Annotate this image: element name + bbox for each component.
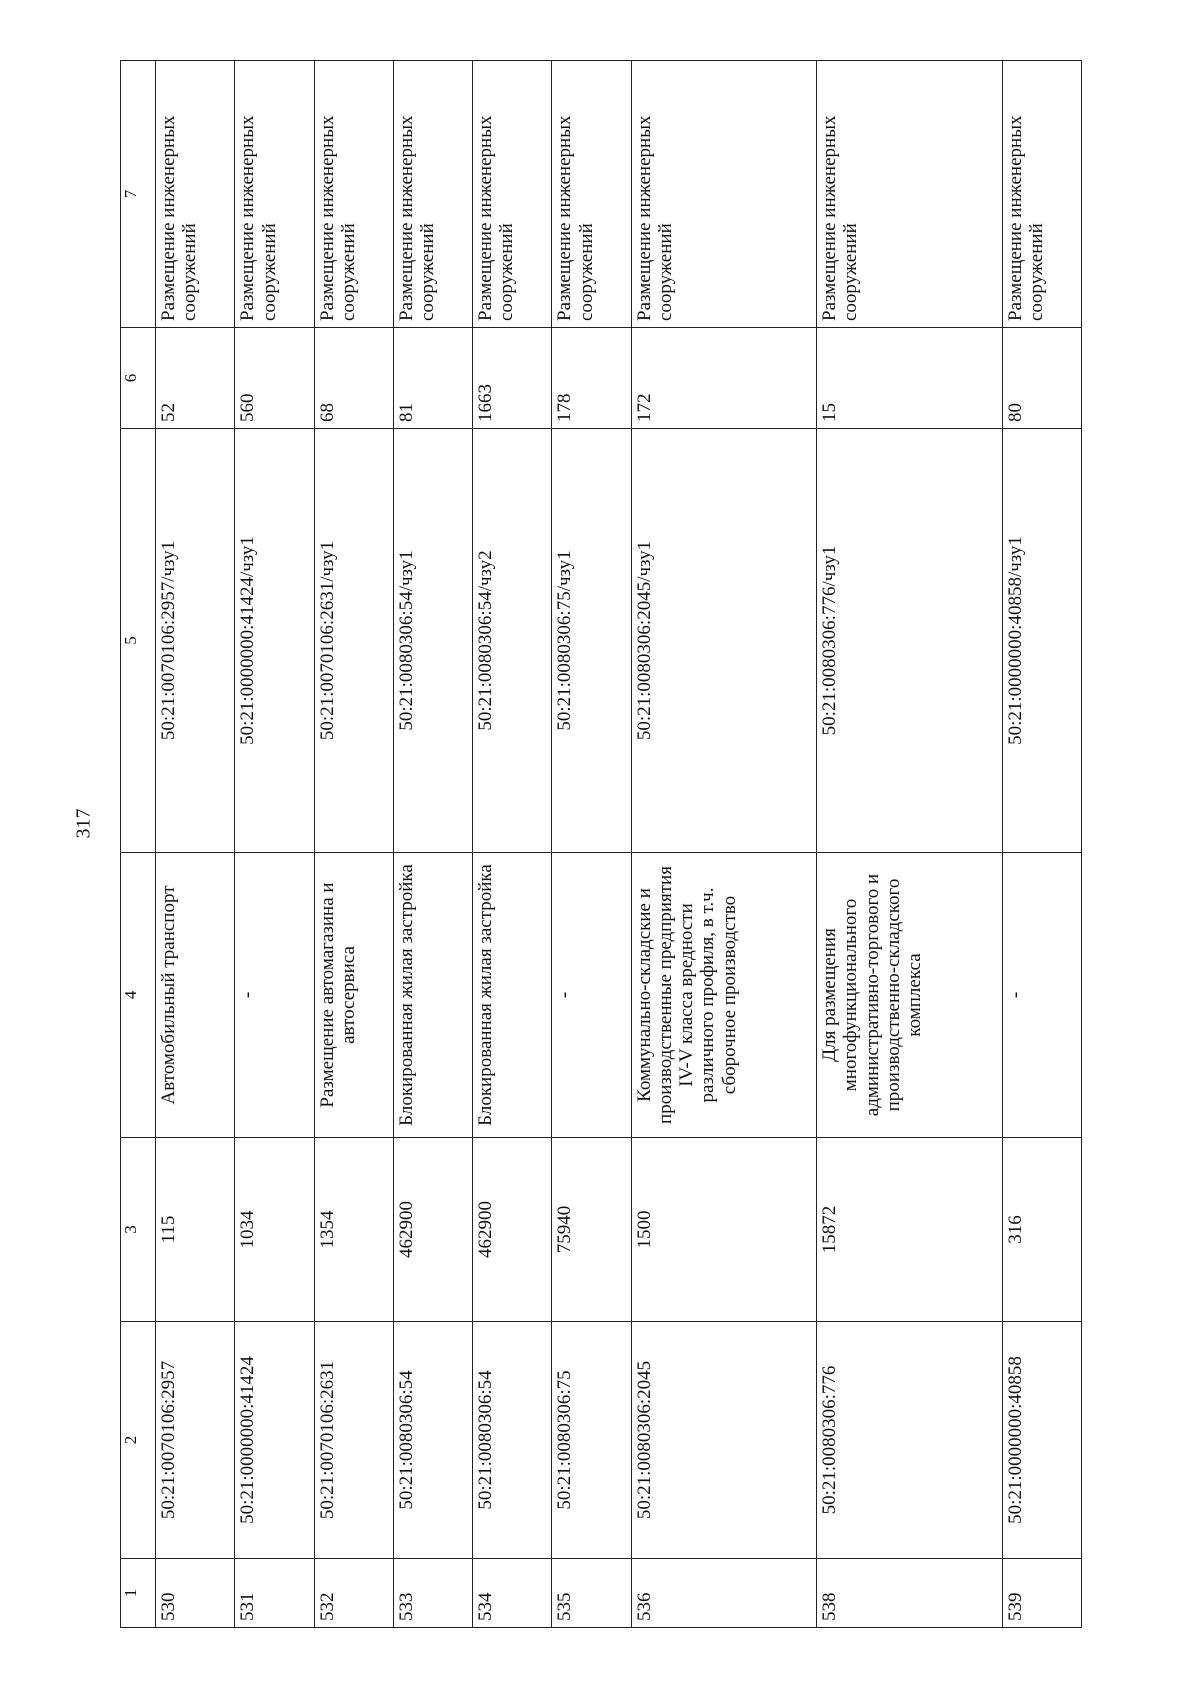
- cadastral-number-cell: 50:21:0080306:54: [393, 1322, 472, 1559]
- zone-number-cell: 50:21:0070106:2957/чзу1: [156, 429, 235, 853]
- zone-number-cell: 50:21:0080306:54/чзу1: [393, 429, 472, 853]
- header-col-6: 6: [121, 328, 156, 429]
- zone-area-cell: 80: [1002, 328, 1081, 429]
- zone-area-cell: 52: [156, 328, 235, 429]
- row-number-cell: 534: [473, 1559, 552, 1628]
- table-row: [631, 61, 817, 1628]
- header-col-7: 7: [121, 61, 156, 328]
- header-col-4: 4: [121, 853, 156, 1138]
- plot-area-cell: 75940: [552, 1138, 631, 1322]
- zone-purpose-cell: Размещение инженерных сооружений: [631, 61, 817, 328]
- cadastral-number-cell: 50:21:0000000:40858: [1002, 1322, 1081, 1559]
- zone-purpose-cell: Размещение инженерных сооружений: [817, 61, 1003, 328]
- zone-number-cell: 50:21:0080306:54/чзу2: [473, 429, 552, 853]
- zone-purpose-cell: Размещение инженерных сооружений: [235, 61, 314, 328]
- row-number-cell: 535: [552, 1559, 631, 1628]
- row-number-cell: 531: [235, 1559, 314, 1628]
- zone-number-cell: 50:21:0070106:2631/чзу1: [314, 429, 393, 853]
- permitted-use-cell: -: [552, 853, 631, 1138]
- header-col-5: 5: [121, 429, 156, 853]
- plot-area-cell: 1500: [631, 1138, 817, 1322]
- zone-number-cell: 50:21:0000000:40858/чзу1: [1002, 429, 1081, 853]
- row-number-cell: 539: [1002, 1559, 1081, 1628]
- plot-area-cell: 115: [156, 1138, 235, 1322]
- zone-number-cell: 50:21:0080306:2045/чзу1: [631, 429, 817, 853]
- cadastral-number-cell: 50:21:0070106:2631: [314, 1322, 393, 1559]
- zone-area-cell: 1663: [473, 328, 552, 429]
- plot-area-cell: 462900: [393, 1138, 472, 1322]
- table-row: [156, 61, 235, 1628]
- zone-purpose-cell: Размещение инженерных сооружений: [314, 61, 393, 328]
- row-number-cell: 530: [156, 1559, 235, 1628]
- cadastral-number-cell: 50:21:0080306:75: [552, 1322, 631, 1559]
- permitted-use-cell: Блокированная жилая застройка: [473, 853, 552, 1138]
- zone-number-cell: 50:21:0000000:41424/чзу1: [235, 429, 314, 853]
- plot-area-cell: 1034: [235, 1138, 314, 1322]
- zone-area-cell: 178: [552, 328, 631, 429]
- table-row: [314, 61, 393, 1628]
- page-number: 317: [72, 808, 95, 839]
- zone-area-cell: 172: [631, 328, 817, 429]
- permitted-use-cell: -: [235, 853, 314, 1138]
- zone-number-cell: 50:21:0080306:776/чзу1: [817, 429, 1003, 853]
- zone-purpose-cell: Размещение инженерных сооружений: [473, 61, 552, 328]
- permitted-use-cell: Автомобильный транспорт: [156, 853, 235, 1138]
- table-row: [1002, 61, 1081, 1628]
- table-row: [817, 61, 1003, 1628]
- zone-area-cell: 68: [314, 328, 393, 429]
- permitted-use-cell: Блокированная жилая застройка: [393, 853, 472, 1138]
- cadastral-number-cell: 50:21:0070106:2957: [156, 1322, 235, 1559]
- plot-area-cell: 1354: [314, 1138, 393, 1322]
- header-col-3: 3: [121, 1138, 156, 1322]
- table-row: [552, 61, 631, 1628]
- zone-purpose-cell: Размещение инженерных сооружений: [393, 61, 472, 328]
- land-plots-table: [120, 60, 1082, 1628]
- table-row: [473, 61, 552, 1628]
- zone-area-cell: 15: [817, 328, 1003, 429]
- cadastral-number-cell: 50:21:0080306:54: [473, 1322, 552, 1559]
- permitted-use-cell: Коммунально-складские и производственные предприятия IV-V класса вредности различного профиля, в т.ч. сборочное производство: [631, 853, 817, 1138]
- plot-area-cell: 316: [1002, 1138, 1081, 1322]
- zone-number-cell: 50:21:0080306:75/чзу1: [552, 429, 631, 853]
- cadastral-number-cell: 50:21:0000000:41424: [235, 1322, 314, 1559]
- zone-area-cell: 560: [235, 328, 314, 429]
- cadastral-number-cell: 50:21:0080306:2045: [631, 1322, 817, 1559]
- row-number-cell: 532: [314, 1559, 393, 1628]
- permitted-use-cell: Размещение автомагазина и автосервиса: [314, 853, 393, 1138]
- table-header-row: [121, 61, 156, 1628]
- row-number-cell: 536: [631, 1559, 817, 1628]
- plot-area-cell: 462900: [473, 1138, 552, 1322]
- zone-purpose-cell: Размещение инженерных сооружений: [156, 61, 235, 328]
- rotated-table-container: [120, 60, 1082, 1628]
- permitted-use-cell: Для размещения многофункционального административно-торгового и производственно-складского комплекса: [817, 853, 1003, 1138]
- header-col-2: 2: [121, 1322, 156, 1559]
- table-row: [393, 61, 472, 1628]
- header-col-1: 1: [121, 1559, 156, 1628]
- cadastral-number-cell: 50:21:0080306:776: [817, 1322, 1003, 1559]
- zone-purpose-cell: Размещение инженерных сооружений: [1002, 61, 1081, 328]
- table-row: [235, 61, 314, 1628]
- zone-purpose-cell: Размещение инженерных сооружений: [552, 61, 631, 328]
- zone-area-cell: 81: [393, 328, 472, 429]
- permitted-use-cell: -: [1002, 853, 1081, 1138]
- table-body: [156, 61, 1082, 1628]
- row-number-cell: 538: [817, 1559, 1003, 1628]
- table-frame: [120, 60, 1082, 1628]
- row-number-cell: 533: [393, 1559, 472, 1628]
- plot-area-cell: 15872: [817, 1138, 1003, 1322]
